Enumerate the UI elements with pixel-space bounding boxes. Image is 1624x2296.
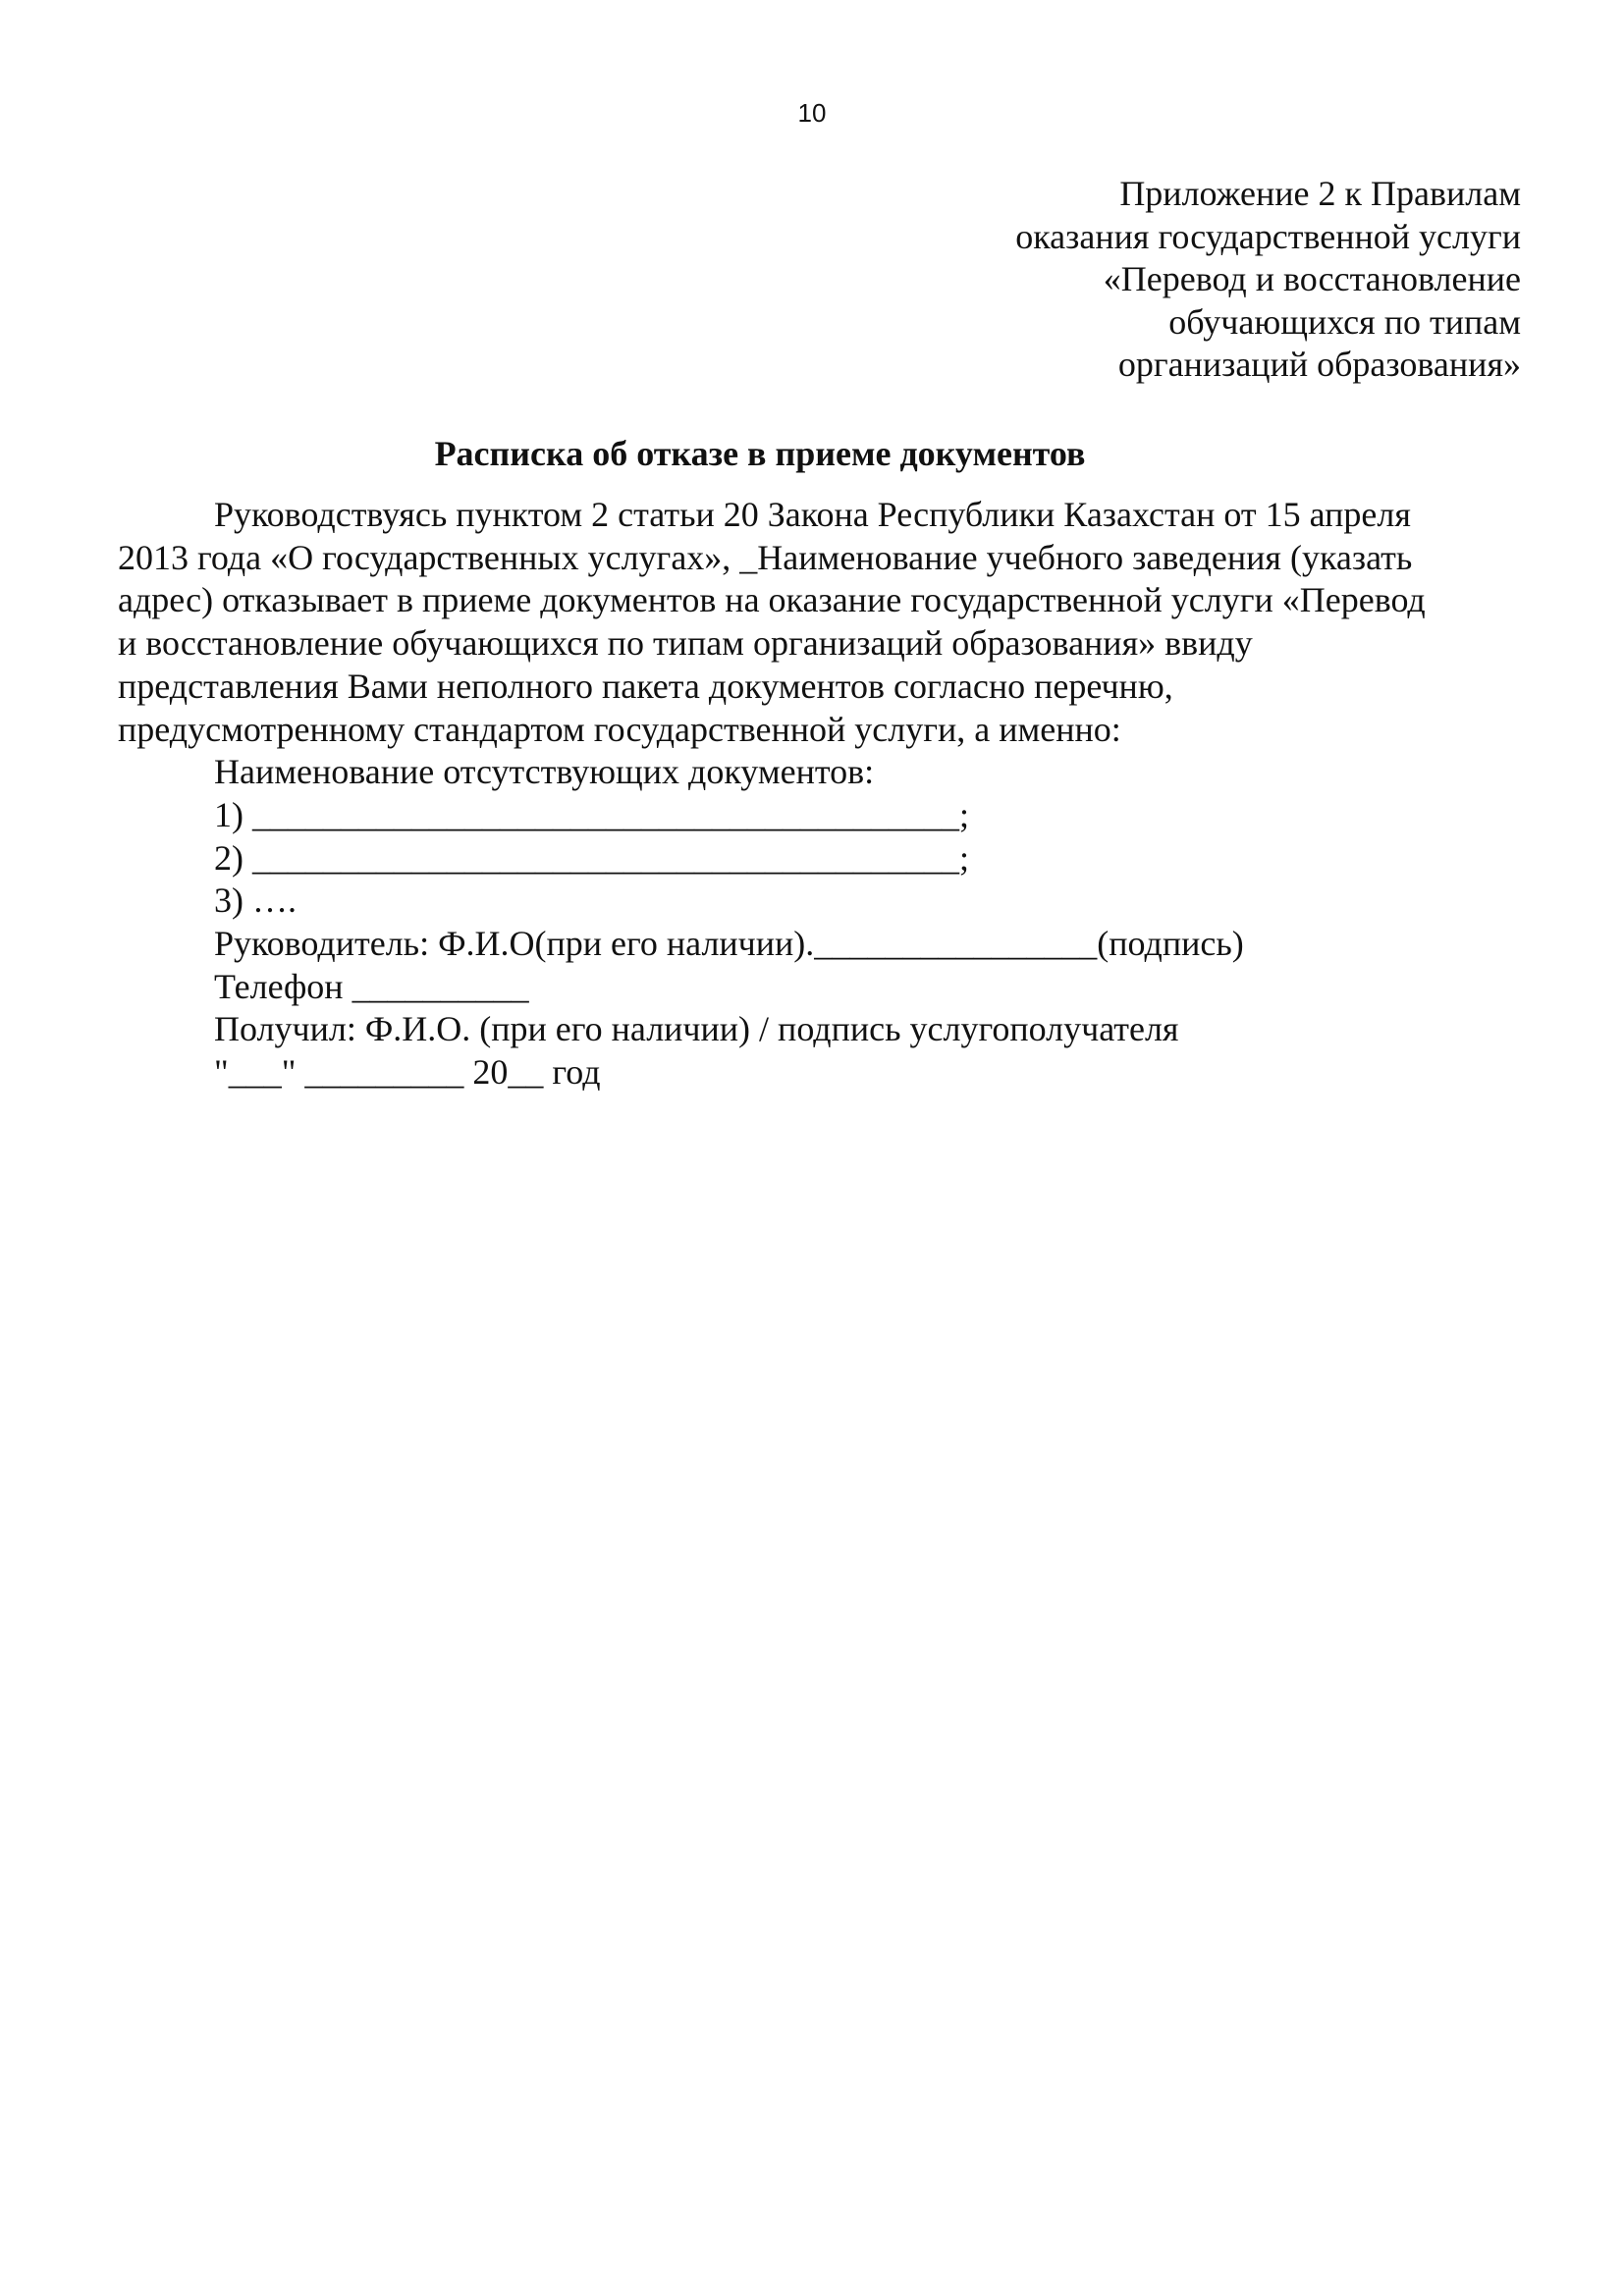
missing-doc-item: 2) ________________________________________;	[214, 837, 969, 878]
appendix-line: Приложение 2 к Правилам	[1119, 174, 1521, 213]
paragraph-line: представления Вами неполного пакета документов согласно перечню,	[118, 666, 1173, 706]
appendix-line: оказания государственной услуги	[1015, 216, 1521, 256]
paragraph-line: 2013 года «О государственных услугах», _Наименование учебного заведения (указать	[118, 537, 1413, 577]
page-number: 10	[797, 98, 827, 128]
phone-line: Телефон __________	[214, 966, 529, 1006]
missing-doc-item: 1) ________________________________________;	[214, 794, 969, 834]
appendix-reference	[1015, 173, 1521, 387]
document-body	[118, 494, 1532, 1095]
paragraph-line: предусмотренному стандартом государственной услуги, а именно:	[118, 709, 1121, 749]
missing-doc-item: 3) ….	[214, 881, 297, 921]
date-line: "___" _________ 20__ год	[214, 1052, 601, 1093]
missing-docs-heading: Наименование отсутствующих документов:	[214, 752, 875, 792]
head-signature-line: Руководитель: Ф.И.О(при его наличии).________________(подпись)	[214, 924, 1244, 964]
appendix-line: организаций образования»	[1117, 345, 1521, 384]
appendix-line: обучающихся по типам	[1168, 301, 1521, 342]
document-title: Расписка об отказе в приеме документов	[434, 434, 1086, 473]
paragraph-line: и восстановление обучающихся по типам организаций образования» ввиду	[118, 623, 1253, 664]
appendix-line: «Перевод и восстановление	[1103, 259, 1521, 298]
paragraph-line: адрес) отказывает в приеме документов на оказание государственной услуги «Перевод	[118, 580, 1426, 620]
received-line: Получил: Ф.И.О. (при его наличии) / подпись услугополучателя	[214, 1009, 1179, 1049]
paragraph-line: Руководствуясь пунктом 2 статьи 20 Закона Республики Казахстан от 15 апреля	[214, 495, 1411, 534]
